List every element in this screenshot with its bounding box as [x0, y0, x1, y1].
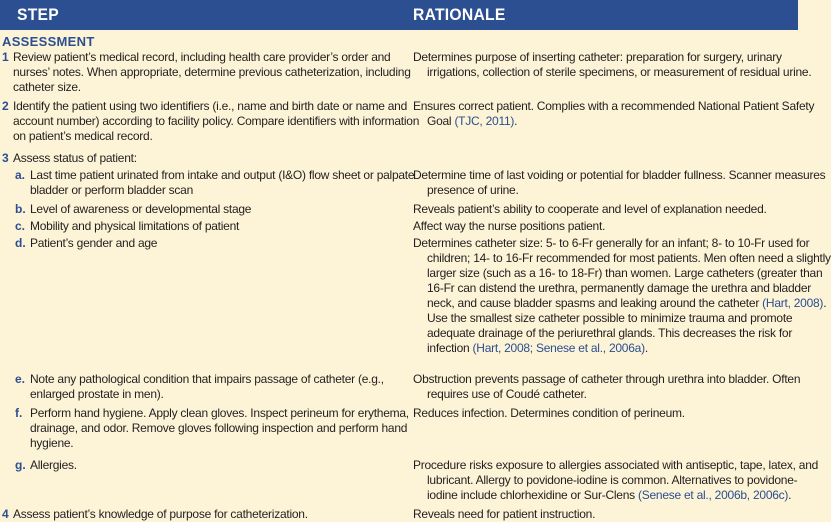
step-line: Identify the patient using two identifiers (i.e., name and birth date or name and [13, 99, 407, 113]
rationale-line: Obstruction prevents passage of catheter through urethra into bladder. Often [413, 372, 801, 386]
rationale-text [413, 507, 798, 522]
rationale-line: lubricant. Allergy to povidone-iodine is common. Alternatives to povidone- [427, 473, 798, 487]
rationale-line: presence of urine. [427, 183, 519, 197]
rationale-text [413, 236, 831, 356]
citation-link[interactable]: (Senese et al., 2006b, 2006c) [637, 488, 789, 502]
rationale-line: Affect way the nurse positions patient. [413, 219, 606, 233]
step-text [30, 219, 239, 234]
step-line: hygiene. [30, 436, 74, 450]
rationale-line: Reveals need for patient instruction. [413, 507, 596, 521]
rationale-line: requires use of Coudé catheter. [427, 387, 587, 401]
step-line: enlarged prostate in men). [30, 387, 164, 401]
rationale-text [413, 202, 798, 217]
step-line: Allergies. [30, 458, 77, 472]
step-line: nurses’ notes. When appropriate, determine previous catheterization, including [13, 65, 411, 79]
substep-letter: g. [15, 458, 26, 472]
rationale-text [413, 458, 819, 503]
rationale-line: Reveals patient’s ability to cooperate and level of explanation needed. [413, 202, 767, 216]
rationale-line: irrigations, collection of sterile specimens, or measurement of residual urine. [427, 65, 812, 79]
rationale-line: Determine time of last voiding or potential for bladder fullness. Scanner measures [413, 168, 826, 182]
step-line: Review patient’s medical record, including health care provider’s order and [13, 50, 391, 64]
rationale-line: . [514, 114, 518, 128]
step-line: Patient’s gender and age [30, 236, 158, 250]
step-line: on patient’s medical record. [13, 129, 153, 143]
step-text [13, 50, 411, 95]
rationale-text [413, 406, 798, 421]
step-line: catheter size. [13, 80, 81, 94]
rationale-line: . [823, 296, 827, 310]
rationale-line: neck, and cause bladder spasms and leaking around the catheter [427, 296, 763, 310]
rationale-line: Ensures correct patient. Complies with a recommended National Patient Safety [413, 99, 815, 113]
step-text [30, 168, 415, 198]
rationale-line: adequate drainage of the periurethral glands. This decreases the risk for [427, 326, 793, 340]
step-text [13, 99, 420, 144]
rationale-line: . [788, 488, 792, 502]
step-line: Note any pathological condition that impairs passage of catheter (e.g., [30, 372, 384, 386]
step-text [30, 406, 409, 451]
rationale-line: Use the smallest size catheter possible to minimize trauma and promote [427, 311, 793, 325]
step-text [13, 151, 137, 166]
step-line: bladder or perform bladder scan [30, 183, 194, 197]
rationale-column-header: RATIONALE [413, 5, 506, 24]
step-line: Perform hand hygiene. Apply clean gloves. Inspect perineum for erythema, [30, 406, 409, 420]
step-text [13, 507, 308, 522]
rationale-line: Goal [427, 114, 455, 128]
rationale-line: Reduces infection. Determines condition of perineum. [413, 406, 685, 420]
step-number: 4 [2, 507, 9, 521]
substep-letter: d. [15, 236, 26, 250]
rationale-text [413, 219, 798, 234]
citation-link[interactable]: (Hart, 2008) [762, 296, 824, 310]
rationale-text [413, 99, 815, 129]
step-line: drainage, and odor. Remove gloves following inspection and perform hand [30, 421, 408, 435]
table-header [0, 0, 798, 30]
rationale-line: Procedure risks exposure to allergies associated with antiseptic, tape, latex, and [413, 458, 819, 472]
section-title: ASSESSMENT [2, 34, 95, 49]
step-number: 3 [2, 151, 9, 165]
substep-letter: b. [15, 202, 26, 216]
substep-letter: a. [15, 168, 26, 182]
step-line: Last time patient urinated from intake and output (I&O) flow sheet or palpate [30, 168, 415, 182]
rationale-line: Determines catheter size: 5- to 6-Fr generally for an infant; 8- to 10-Fr used for [413, 236, 810, 250]
step-line: Mobility and physical limitations of patient [30, 219, 240, 233]
substep-letter: e. [15, 372, 26, 386]
rationale-line: larger size (such as a 16- to 18-Fr) than women. Large catheters (greater than [427, 266, 823, 280]
substep-letter: f. [15, 406, 23, 420]
citation-link[interactable]: (Hart, 2008; [472, 341, 536, 355]
rationale-line: 16-Fr can distend the urethra, permanently damage the urethra and bladder [427, 281, 811, 295]
rationale-text [413, 372, 801, 402]
step-number: 1 [2, 50, 9, 64]
rationale-line: Determines purpose of inserting catheter: preparation for surgery, urinary [413, 50, 782, 64]
citation-link[interactable]: Senese et al., 2006a) [535, 341, 645, 355]
step-line: account number) according to facility policy. Compare identifiers with information [13, 114, 420, 128]
step-line: Assess status of patient: [13, 151, 137, 165]
rationale-line: children; 14- to 16-Fr recommended for most patients. Men often need a slightly [427, 251, 831, 265]
rationale-line: . [644, 341, 648, 355]
rationale-text [413, 50, 812, 80]
step-number: 2 [2, 99, 9, 113]
step-line: Assess patient’s knowledge of purpose for catheterization. [13, 507, 308, 521]
step-text [30, 372, 390, 402]
step-column-header: STEP [17, 5, 59, 24]
rationale-line: infection [427, 341, 473, 355]
step-text [30, 458, 77, 473]
rationale-text [413, 168, 826, 198]
step-text [30, 236, 157, 251]
rationale-line: iodine include chlorhexidine or Sur-Clens [427, 488, 638, 502]
substep-letter: c. [15, 219, 26, 233]
citation-link[interactable]: (TJC, 2011) [454, 114, 515, 128]
step-text [30, 202, 251, 217]
step-line: Level of awareness or developmental stage [30, 202, 252, 216]
